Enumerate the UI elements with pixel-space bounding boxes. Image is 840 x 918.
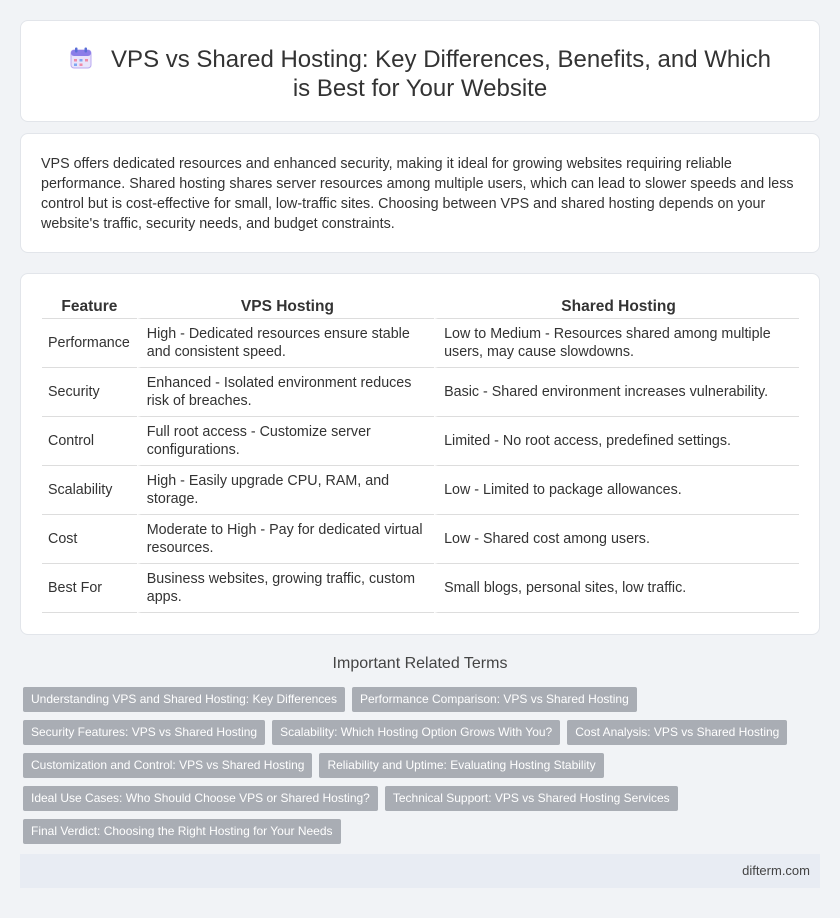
tag-row [23,786,813,811]
header-card [20,20,820,122]
related-term-tag[interactable]: Scalability: Which Hosting Option Grows With You? [272,720,560,745]
header-vps: VPS Hosting [137,294,434,319]
vps-cell: Moderate to High - Pay for dedicated virtual resources. [137,515,434,564]
comparison-table [42,294,799,613]
feature-cell: Scalability [42,466,137,515]
feature-cell: Security [42,368,137,417]
related-term-tag[interactable]: Cost Analysis: VPS vs Shared Hosting [567,720,787,745]
related-term-tag[interactable]: Security Features: VPS vs Shared Hosting [23,720,265,745]
related-terms-heading: Important Related Terms [332,655,508,672]
vps-cell: High - Easily upgrade CPU, RAM, and storage. [137,466,434,515]
shared-cell: Limited - No root access, predefined settings. [434,417,799,466]
tag-row [23,753,813,778]
tag-row [23,720,813,745]
shared-cell: Low - Limited to package allowances. [434,466,799,515]
calendar-icon [69,46,93,70]
vps-cell: Business websites, growing traffic, custom apps. [137,564,434,613]
footer-site-link[interactable]: difterm.com [742,863,810,878]
header-shared: Shared Hosting [434,294,799,319]
related-term-tag[interactable]: Ideal Use Cases: Who Should Choose VPS or Shared Hosting? [23,786,378,811]
table-row [42,368,799,417]
related-term-tag[interactable]: Understanding VPS and Shared Hosting: Key Differences [23,687,345,712]
vps-cell: Enhanced - Isolated environment reduces risk of breaches. [137,368,434,417]
tag-row [23,819,813,844]
shared-cell: Small blogs, personal sites, low traffic. [434,564,799,613]
summary-card [20,133,820,253]
vps-cell: High - Dedicated resources ensure stable and consistent speed. [137,319,434,368]
related-term-tag[interactable]: Performance Comparison: VPS vs Shared Hosting [352,687,637,712]
related-term-tag[interactable]: Reliability and Uptime: Evaluating Hosting Stability [319,753,603,778]
comparison-table-card [20,273,820,635]
related-term-tag[interactable]: Final Verdict: Choosing the Right Hosting for Your Needs [23,819,341,844]
shared-cell: Basic - Shared environment increases vulnerability. [434,368,799,417]
feature-cell: Performance [42,319,137,368]
table-header-row [42,294,799,319]
table-row [42,319,799,368]
summary-text: VPS offers dedicated resources and enhanced security, making it ideal for growing websites requiring reliable performance. Shared hosting shares server resources among multiple users, which can lead to slower speeds and less control but is cost-effective for small, low-traffic sites. Choosing between VPS and shared hosting depends on your website's traffic, security needs, and budget constraints. [41,156,794,232]
related-term-tag[interactable]: Technical Support: VPS vs Shared Hosting Services [385,786,678,811]
shared-cell: Low to Medium - Resources shared among multiple users, may cause slowdowns. [434,319,799,368]
table-row [42,466,799,515]
page-title [61,45,779,103]
table-row [42,564,799,613]
page-title-text: VPS vs Shared Hosting: Key Differences, Benefits, and Which is Best for Your Website [111,46,771,102]
footer [20,854,820,888]
shared-cell: Low - Shared cost among users. [434,515,799,564]
tag-row [23,687,813,712]
feature-cell: Best For [42,564,137,613]
vps-cell: Full root access - Customize server configurations. [137,417,434,466]
feature-cell: Control [42,417,137,466]
feature-cell: Cost [42,515,137,564]
table-row [42,417,799,466]
related-terms-list [23,687,813,852]
table-row [42,515,799,564]
header-feature: Feature [42,294,137,319]
related-term-tag[interactable]: Customization and Control: VPS vs Shared Hosting [23,753,312,778]
